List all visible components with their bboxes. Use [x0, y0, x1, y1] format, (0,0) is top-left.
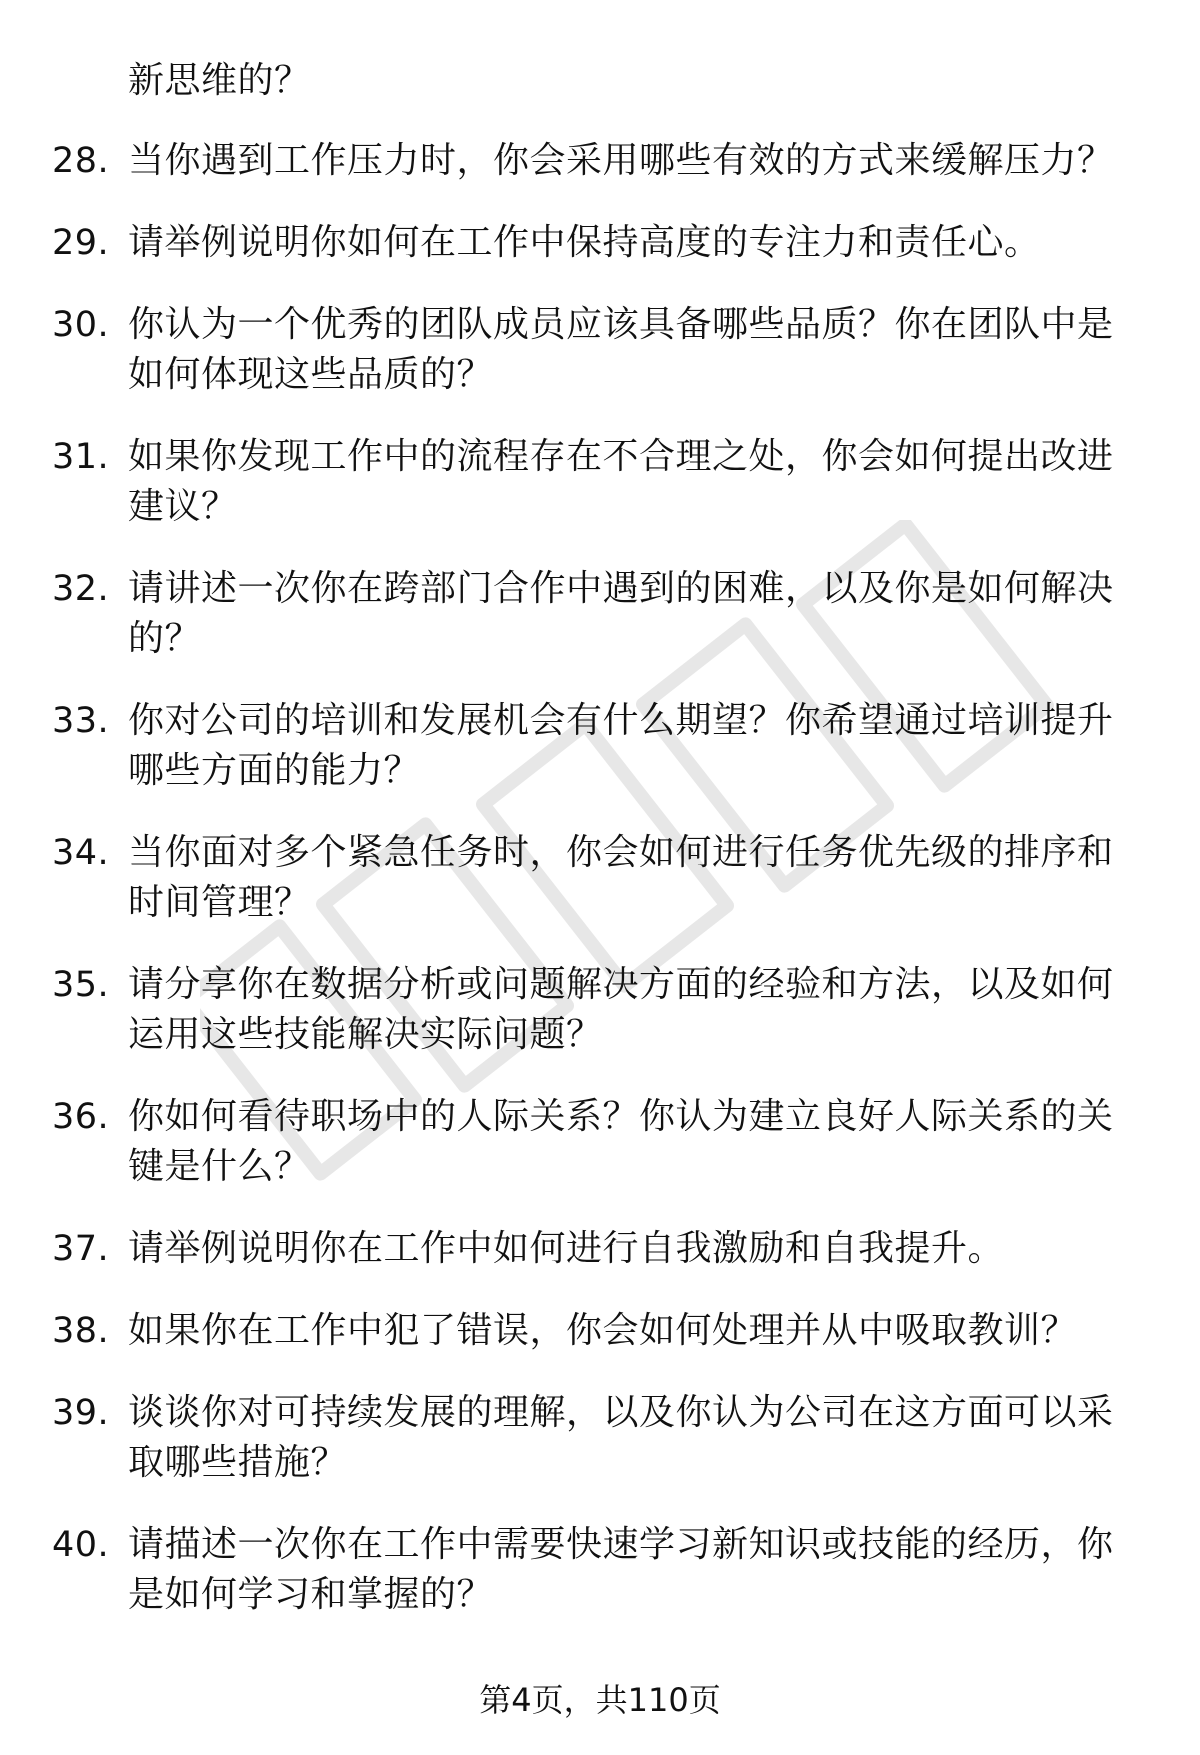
list-item: [52, 1224, 1152, 1274]
list-item: [52, 1092, 1152, 1192]
page-footer: 第4页，共110页: [479, 1681, 721, 1719]
list-item: [52, 1388, 1152, 1488]
list-item: [52, 960, 1152, 1060]
list-item: [52, 564, 1152, 664]
list-item: [52, 1520, 1152, 1620]
question-number: 29.: [52, 223, 110, 263]
list-item: [52, 136, 1152, 186]
question-text: 请讲述一次你在跨部门合作中遇到的困难，以及你是如何解决的？: [128, 568, 1114, 659]
question-text: 请举例说明你在工作中如何进行自我激励和自我提升。: [128, 1228, 1005, 1269]
question-text: 新思维的？: [128, 60, 311, 101]
question-number: 40.: [52, 1525, 110, 1565]
question-text: 谈谈你对可持续发展的理解，以及你认为公司在这方面可以采取哪些措施？: [128, 1392, 1114, 1483]
list-item: [52, 696, 1152, 796]
question-text: 你如何看待职场中的人际关系？你认为建立良好人际关系的关键是什么？: [128, 1096, 1114, 1187]
question-number: 38.: [52, 1311, 110, 1351]
question-number: 37.: [52, 1229, 110, 1269]
question-text: 你认为一个优秀的团队成员应该具备哪些品质？你在团队中是如何体现这些品质的？: [128, 304, 1114, 395]
question-text: 你对公司的培训和发展机会有什么期望？你希望通过培训提升哪些方面的能力？: [128, 700, 1114, 791]
list-item: [52, 828, 1152, 928]
question-list: [52, 56, 1152, 1620]
question-text: 当你遇到工作压力时，你会采用哪些有效的方式来缓解压力？: [128, 140, 1114, 181]
list-item: [52, 1306, 1152, 1356]
question-text: 如果你发现工作中的流程存在不合理之处，你会如何提出改进建议？: [128, 436, 1114, 527]
list-item: [52, 56, 1152, 106]
question-number: 28.: [52, 141, 110, 181]
question-number: 34.: [52, 833, 110, 873]
list-item: [52, 300, 1152, 400]
question-text: 请举例说明你如何在工作中保持高度的专注力和责任心。: [128, 222, 1041, 263]
question-number: 33.: [52, 701, 110, 741]
question-text: 请描述一次你在工作中需要快速学习新知识或技能的经历，你是如何学习和掌握的？: [128, 1524, 1114, 1615]
question-text: 当你面对多个紧急任务时，你会如何进行任务优先级的排序和时间管理？: [128, 832, 1114, 923]
question-number: 35.: [52, 965, 110, 1005]
question-text: 如果你在工作中犯了错误，你会如何处理并从中吸取教训？: [128, 1310, 1078, 1351]
question-number: 30.: [52, 305, 110, 345]
question-number: 36.: [52, 1097, 110, 1137]
list-item: [52, 432, 1152, 532]
question-number: 31.: [52, 437, 110, 477]
list-item: [52, 218, 1152, 268]
question-text: 请分享你在数据分析或问题解决方面的经验和方法，以及如何运用这些技能解决实际问题？: [128, 964, 1114, 1055]
question-number: 39.: [52, 1393, 110, 1433]
question-number: 32.: [52, 569, 110, 609]
